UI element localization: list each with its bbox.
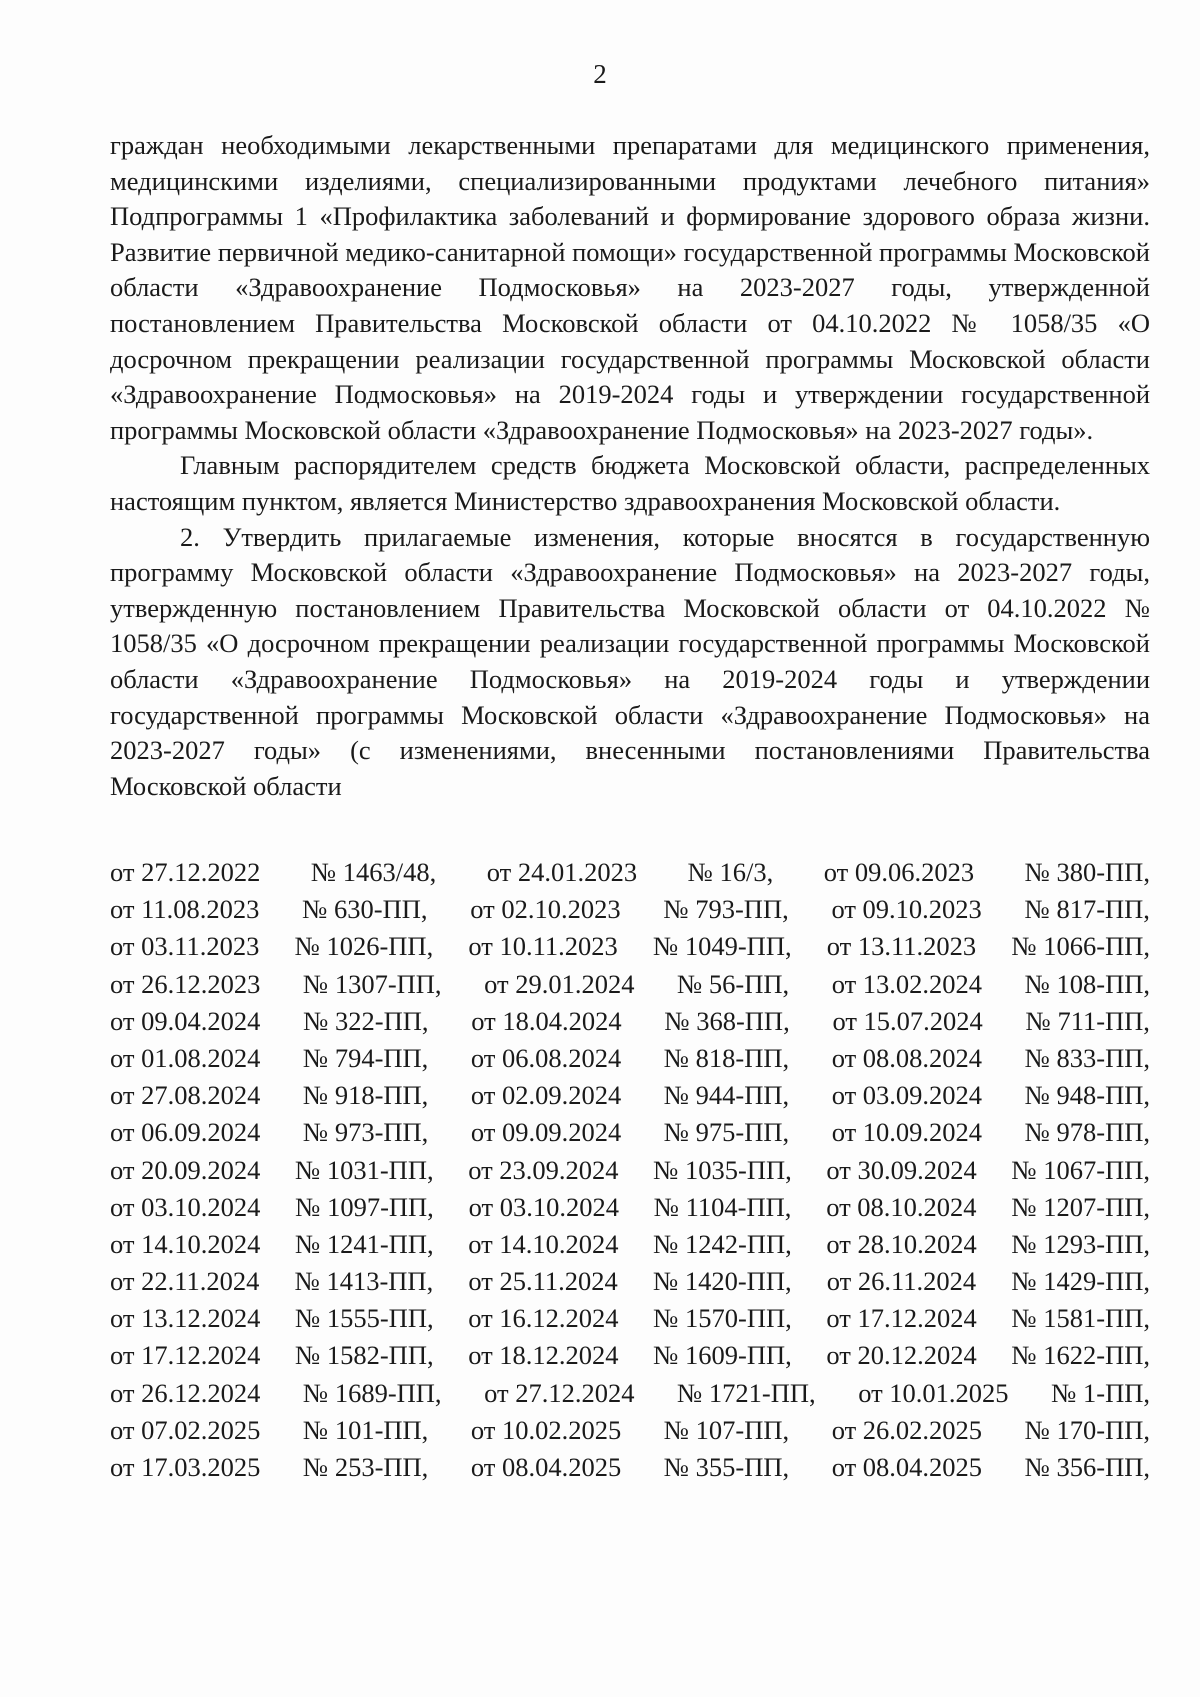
reference-date: от 08.04.2025 (470, 1452, 622, 1482)
reference-row (110, 1263, 1150, 1300)
reference-number: № 1307-ПП, (302, 968, 442, 999)
reference-date: от 30.09.2024 (826, 1154, 977, 1185)
reference-number: № 1429-ПП, (1011, 1266, 1150, 1297)
reference-number: № 356-ПП, (1024, 1452, 1150, 1482)
reference-date: от 29.01.2024 (484, 968, 635, 999)
reference-date: от 10.11.2023 (468, 931, 618, 962)
reference-date: от 17.12.2024 (110, 1340, 261, 1371)
reference-date: от 23.09.2024 (468, 1154, 619, 1185)
reference-date: от 27.08.2024 (110, 1080, 261, 1111)
reference-number: № 1570-ПП, (653, 1303, 792, 1334)
reference-number: № 1241-ПП, (294, 1228, 434, 1259)
reference-date: от 27.12.2024 (484, 1377, 635, 1408)
reference-date: от 13.02.2024 (831, 968, 983, 999)
paragraph-budget-administrator: Главным распорядителем средств бюджета Московской области, распределенных настоящим пунктом, является Министерство здравоохранения Московской области. (110, 450, 1150, 516)
reference-number: № 944-ПП, (663, 1080, 790, 1111)
reference-date: от 20.12.2024 (826, 1340, 977, 1371)
reference-date: от 10.01.2025 (858, 1377, 1009, 1408)
reference-number: № 170-ПП, (1024, 1414, 1150, 1445)
reference-date: от 26.12.2023 (110, 968, 261, 999)
reference-number: № 1609-ПП, (653, 1340, 792, 1371)
reference-date: от 15.07.2024 (832, 1005, 983, 1036)
reference-number: № 794-ПП, (302, 1042, 429, 1073)
document-body (110, 128, 1150, 804)
reference-number: № 1097-ПП, (295, 1191, 434, 1222)
reference-date: от 18.12.2024 (468, 1340, 619, 1371)
reference-number: № 1420-ПП, (652, 1266, 792, 1297)
reference-date: от 03.10.2024 (468, 1191, 619, 1222)
reference-date: от 24.01.2023 (486, 857, 638, 887)
reference-number: № 380-ПП, (1024, 857, 1150, 887)
reference-number: № 1026-ПП, (294, 931, 434, 962)
reference-date: от 10.09.2024 (831, 1117, 983, 1148)
reference-date: от 22.11.2024 (110, 1266, 260, 1297)
reference-date: от 26.12.2024 (110, 1377, 261, 1408)
reference-date: от 09.06.2023 (823, 857, 975, 887)
reference-number: № 1463/48, (310, 857, 437, 887)
reference-date: от 09.04.2024 (110, 1005, 261, 1036)
reference-number: № 1049-ПП, (652, 931, 792, 962)
reference-date: от 27.12.2022 (110, 857, 261, 887)
reference-number: № 1689-ПП, (302, 1377, 442, 1408)
reference-number: № 1207-ПП, (1011, 1191, 1150, 1222)
reference-row (110, 1226, 1150, 1263)
reference-number: № 56-ПП, (677, 968, 790, 999)
reference-row (110, 1375, 1150, 1412)
reference-number: № 1293-ПП, (1011, 1228, 1150, 1259)
reference-row (110, 928, 1150, 965)
reference-date: от 18.04.2024 (471, 1005, 622, 1036)
reference-row (110, 1449, 1150, 1486)
reference-date: от 28.10.2024 (826, 1228, 977, 1259)
reference-number: № 978-ПП, (1024, 1117, 1150, 1148)
reference-number: № 1035-ПП, (653, 1154, 792, 1185)
reference-number: № 1-ПП, (1051, 1377, 1150, 1408)
reference-date: от 17.12.2024 (826, 1303, 977, 1334)
reference-date: от 14.10.2024 (468, 1228, 619, 1259)
reference-number: № 711-ПП, (1025, 1005, 1150, 1036)
reference-number: № 1066-ПП, (1011, 931, 1150, 962)
reference-row (110, 1189, 1150, 1226)
reference-row (110, 1003, 1150, 1040)
reference-number: № 355-ПП, (663, 1452, 790, 1482)
reference-date: от 26.02.2025 (831, 1414, 983, 1445)
reference-number: № 1413-ПП, (294, 1266, 434, 1297)
reference-number: № 817-ПП, (1024, 894, 1150, 925)
reference-date: от 09.09.2024 (470, 1117, 622, 1148)
reference-date: от 20.09.2024 (110, 1154, 261, 1185)
amendment-references (110, 854, 1150, 1486)
reference-number: № 1581-ПП, (1011, 1303, 1150, 1334)
reference-number: № 973-ПП, (302, 1117, 429, 1148)
reference-row (110, 966, 1150, 1003)
reference-row (110, 854, 1150, 891)
reference-date: от 08.04.2025 (831, 1452, 983, 1482)
reference-number: № 1622-ПП, (1011, 1340, 1150, 1371)
reference-date: от 10.02.2025 (470, 1414, 622, 1445)
reference-number: № 1031-ПП, (294, 1154, 434, 1185)
reference-number: № 368-ПП, (664, 1005, 790, 1036)
reference-row (110, 1412, 1150, 1449)
reference-date: от 09.10.2023 (831, 894, 982, 925)
reference-date: от 06.09.2024 (110, 1117, 261, 1148)
reference-number: № 108-ПП, (1024, 968, 1150, 999)
reference-number: № 1555-ПП, (294, 1303, 434, 1334)
reference-number: № 793-ПП, (663, 894, 789, 925)
reference-date: от 07.02.2025 (110, 1414, 261, 1445)
reference-date: от 26.11.2024 (826, 1266, 977, 1297)
reference-date: от 03.11.2023 (110, 931, 260, 962)
reference-date: от 13.12.2024 (110, 1303, 261, 1334)
reference-number: № 101-ПП, (302, 1414, 429, 1445)
reference-number: № 1242-ПП, (653, 1228, 792, 1259)
reference-number: № 833-ПП, (1024, 1042, 1150, 1073)
reference-number: № 948-ПП, (1024, 1080, 1150, 1111)
reference-date: от 02.10.2023 (470, 894, 621, 925)
reference-date: от 11.08.2023 (110, 894, 260, 925)
reference-number: № 1104-ПП, (653, 1191, 792, 1222)
reference-date: от 08.08.2024 (831, 1042, 983, 1073)
reference-row (110, 891, 1150, 928)
reference-date: от 13.11.2023 (826, 931, 977, 962)
paragraph-item-2: 2. Утвердить прилагаемые изменения, которые вносятся в государственную программу Московской области «Здравоохранение Подмосковья» на 2023-2027 годы, утвержденную постановлением Правительства Московской области от 04.10.2022 № 1058/35 «О досрочном прекращении реализации государственной программы Московской области «Здравоохранение Подмосковья» на 2019-2024 годы и утверждении государственной программы Московской области «Здравоохранение Подмосковья» на 2023-2027 годы» (с изменениями, внесенными постановлениями Правительства Московской области (110, 521, 1150, 801)
reference-date: от 06.08.2024 (470, 1042, 622, 1073)
reference-number: № 322-ПП, (303, 1005, 429, 1036)
reference-number: № 1582-ПП, (294, 1340, 434, 1371)
reference-row (110, 1040, 1150, 1077)
reference-number: № 1721-ПП, (677, 1377, 816, 1408)
reference-row (110, 1152, 1150, 1189)
reference-row (110, 1077, 1150, 1114)
reference-number: № 818-ПП, (663, 1042, 790, 1073)
reference-number: № 1067-ПП, (1011, 1154, 1150, 1185)
reference-number: № 253-ПП, (302, 1452, 429, 1482)
reference-date: от 14.10.2024 (110, 1228, 261, 1259)
reference-date: от 03.09.2024 (831, 1080, 983, 1111)
reference-number: № 16/3, (687, 857, 774, 887)
paragraph-continuation: граждан необходимыми лекарственными препаратами для медицинского применения, медицинскими изделиями, специализированными продуктами лечебного питания» Подпрограммы 1 «Профилактика заболеваний и формирование здорового образа жизни. Развитие первичной медико-санитарной помощи» государственной программы Московской области «Здравоохранение Подмосковья» на 2023-2027 годы, утвержденной постановлением Правительства Московской области от 04.10.2022 № 1058/35 «О досрочном прекращении реализации государственной программы Московской области «Здравоохранение Подмосковья» на 2019-2024 годы и утверждении государственной программы Московской области «Здравоохранение Подмосковья» на 2023-2027 годы». (110, 130, 1150, 445)
reference-row (110, 1114, 1150, 1151)
reference-date: от 03.10.2024 (110, 1191, 261, 1222)
reference-date: от 17.03.2025 (110, 1452, 261, 1482)
reference-date: от 08.10.2024 (826, 1191, 977, 1222)
reference-date: от 02.09.2024 (470, 1080, 622, 1111)
reference-date: от 25.11.2024 (468, 1266, 618, 1297)
reference-number: № 918-ПП, (302, 1080, 429, 1111)
reference-row (110, 1337, 1150, 1374)
page-number: 2 (593, 59, 607, 89)
reference-number: № 630-ПП, (302, 894, 428, 925)
reference-date: от 16.12.2024 (468, 1303, 619, 1334)
reference-number: № 107-ПП, (663, 1414, 790, 1445)
reference-row (110, 1300, 1150, 1337)
reference-date: от 01.08.2024 (110, 1042, 261, 1073)
reference-number: № 975-ПП, (663, 1117, 790, 1148)
